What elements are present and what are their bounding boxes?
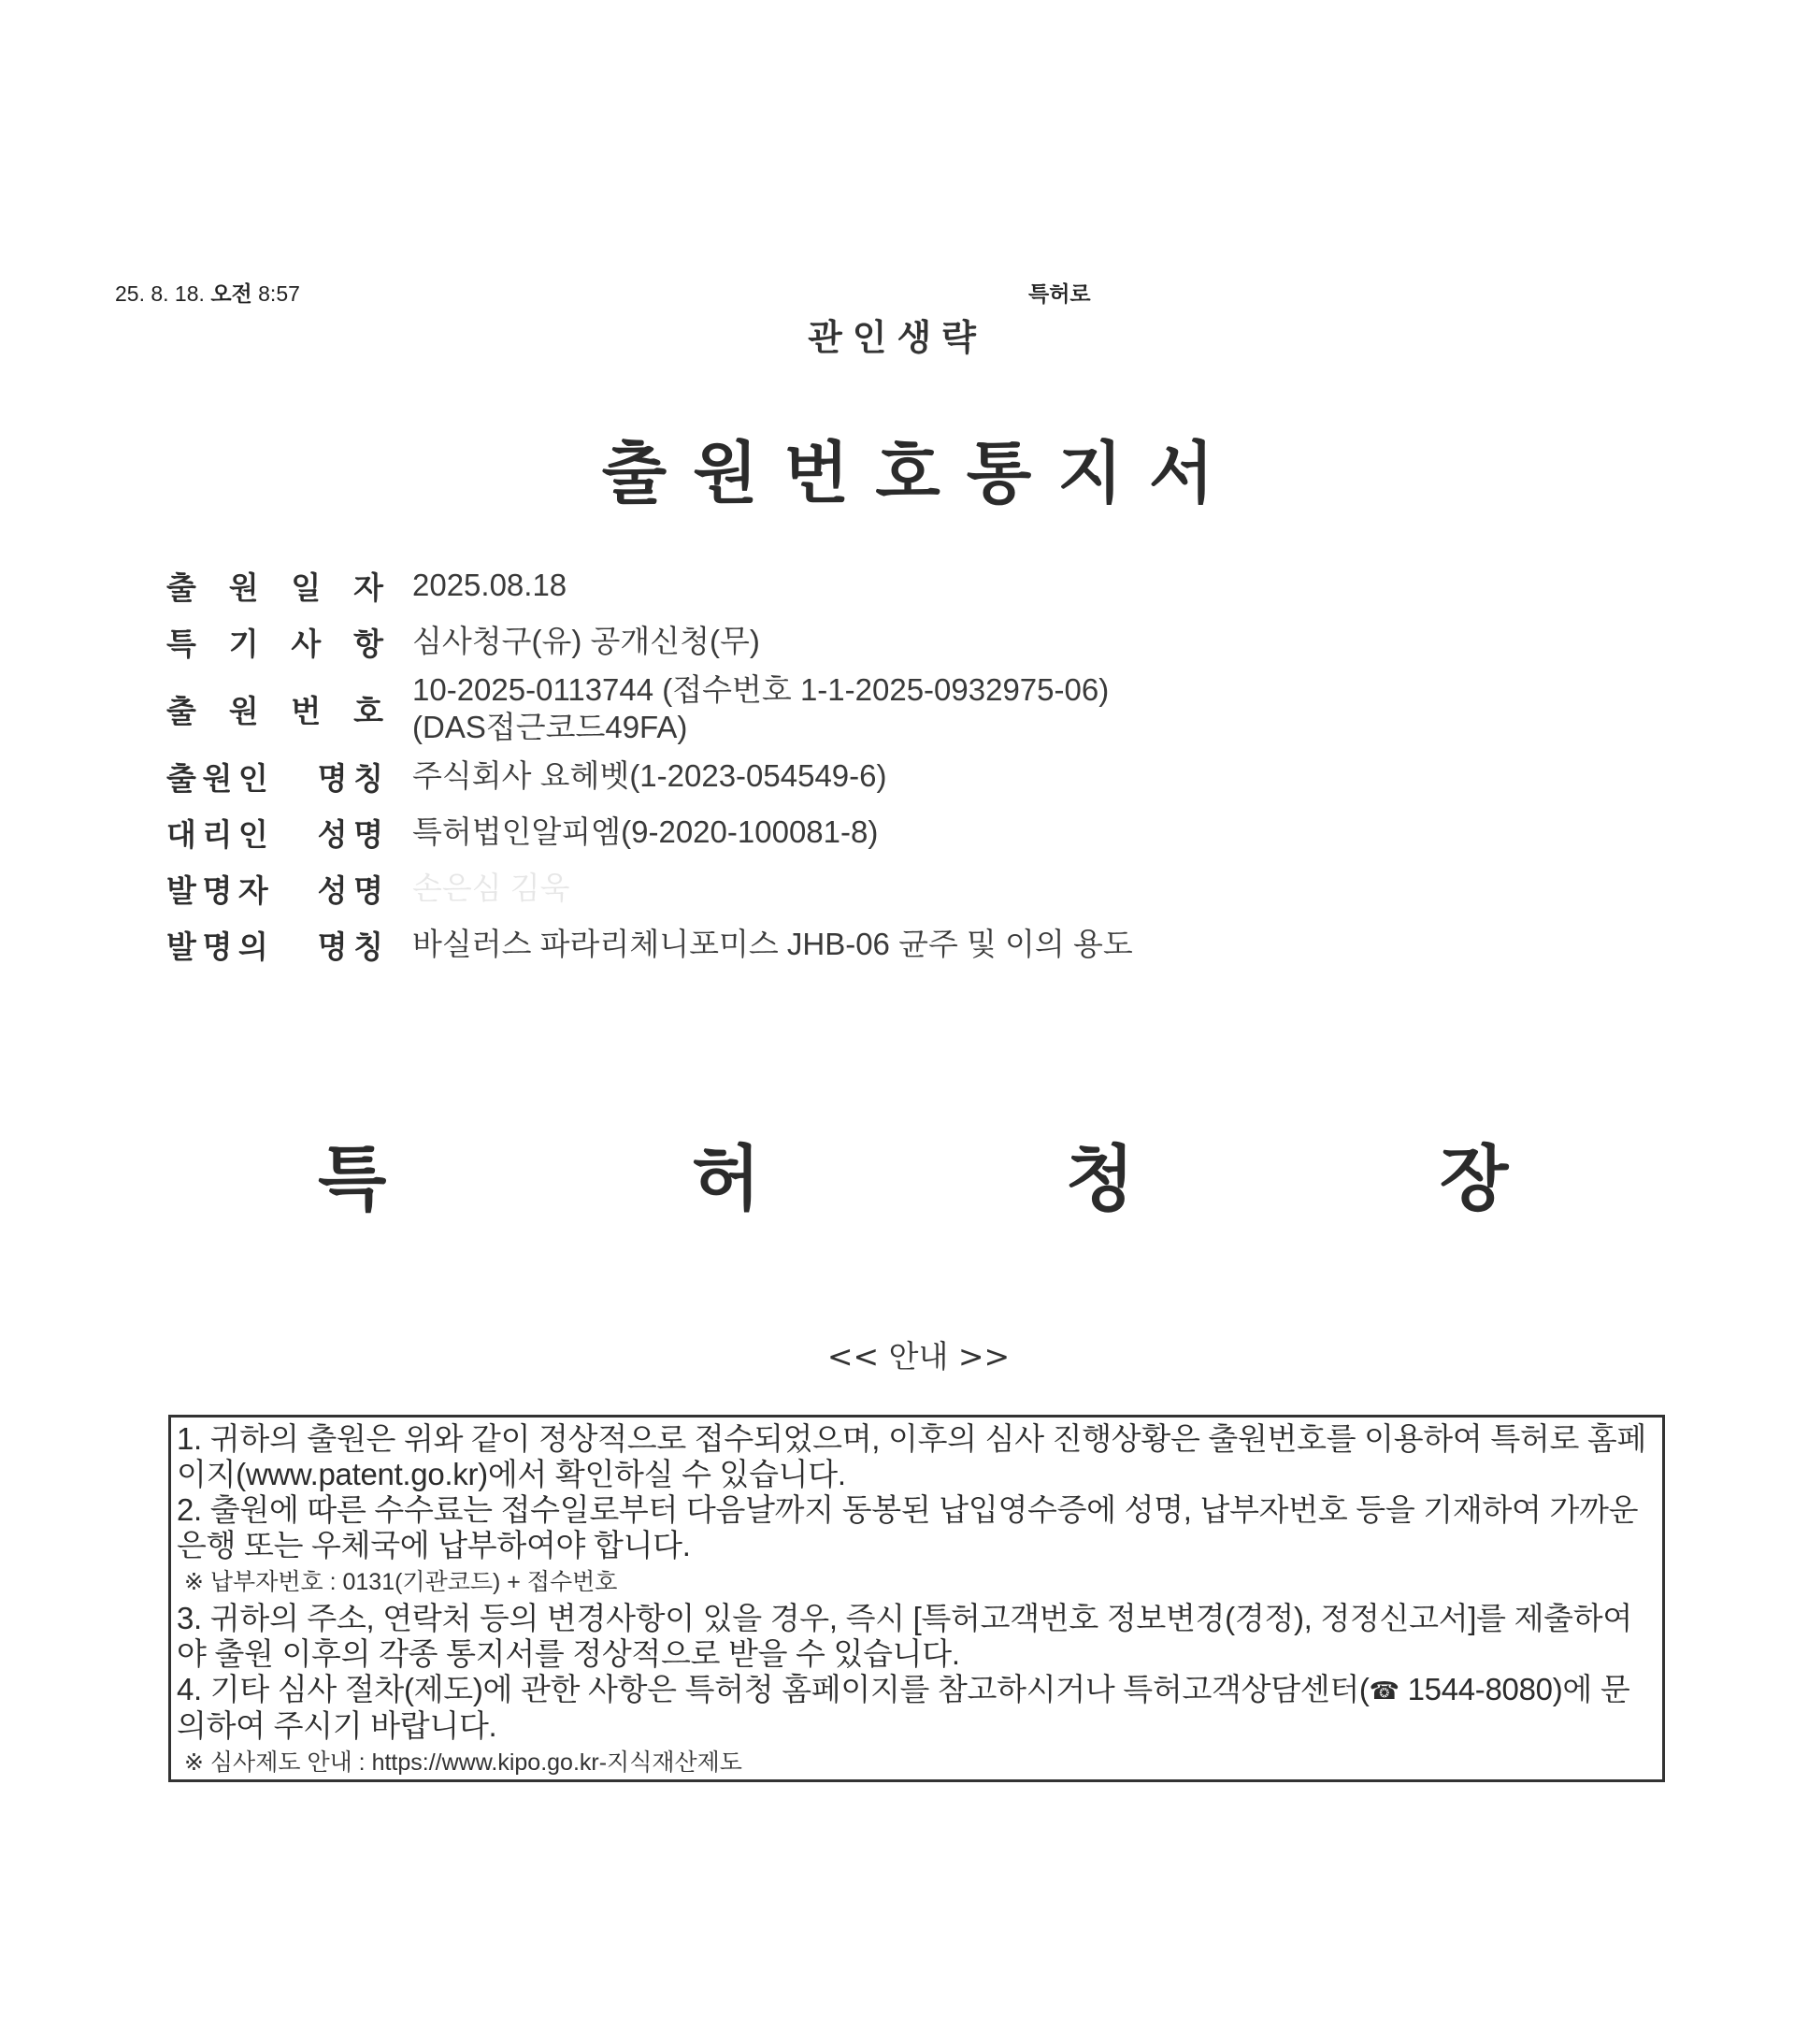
print-time: 8:57	[258, 281, 300, 306]
field-value	[412, 870, 570, 907]
notice-item-1: 1. 귀하의 출원은 위와 같이 정상적으로 접수되었으며, 이후의 심사 진행상황은 출원번호를 이용하여 특허로 홈페이지(www.patent.go.kr)에서 확인하실 수 있습니다.	[177, 1421, 1647, 1491]
field-value-line: 10-2025-0113744 (접수번호 1-1-2025-0932975-06)	[412, 672, 1110, 707]
field-value	[412, 567, 567, 604]
source-app-name: 특허로	[1028, 282, 1091, 307]
print-ampm: 오전	[210, 281, 252, 306]
field-label: 발 명 자 성 명	[166, 871, 383, 909]
field-value	[412, 926, 1133, 963]
print-date: 25. 8. 18.	[115, 281, 205, 306]
issuer-char: 특	[318, 1137, 387, 1220]
field-label: 출 원 번 호	[166, 692, 383, 729]
field-value	[412, 757, 887, 795]
notice-note-payer-number: ※ 납부자번호 : 0131(기관코드) + 접수번호	[184, 1569, 618, 1595]
notice-item-4-text: 4. 기타 심사 절차(제도)에 관한 사항은 특허청 홈페이지를 참고하시거나 특허고객상담센터(	[177, 1672, 1370, 1706]
guide-heading: << 안내 >>	[826, 1338, 1011, 1375]
field-row	[166, 613, 1662, 669]
notice-item-4-phone: 1544-8080)에 문의하여 주시기 바랍니다.	[177, 1672, 1630, 1743]
field-row	[166, 916, 1662, 972]
field-value-line: 주식회사 요헤벳(1-2023-054549-6)	[412, 758, 887, 793]
print-timestamp	[115, 277, 300, 308]
field-label: 발 명 의 명 칭	[166, 928, 383, 965]
field-value-line: 바실러스 파라리체니포미스 JHB-06 균주 및 이의 용도	[412, 927, 1133, 961]
field-label: 출 원 인 명 칭	[166, 759, 383, 797]
issuer-char: 청	[1066, 1137, 1135, 1220]
field-label: 출 원 일 자	[166, 569, 383, 606]
field-row	[166, 860, 1662, 916]
field-value-line: (DAS접근코드49FA)	[412, 710, 688, 744]
notice-item-2: 2. 출원에 따른 수수료는 접수일로부터 다음날까지 동봉된 납입영수증에 성명, 납부자번호 등을 기재하여 가까운 은행 또는 우체국에 납부하여야 합니다.	[177, 1492, 1639, 1562]
field-row	[166, 748, 1662, 804]
field-value	[412, 813, 878, 851]
issuer-char: 장	[1440, 1137, 1509, 1220]
field-value-line: 심사청구(유) 공개신청(무)	[412, 624, 760, 658]
field-label: 특 기 사 항	[166, 625, 383, 662]
document-title: 출원번호통지서	[601, 434, 1241, 512]
field-row	[166, 804, 1662, 860]
issuer-char: 허	[692, 1137, 761, 1220]
field-row	[166, 557, 1662, 613]
application-fields	[166, 557, 1662, 972]
phone-icon: ☎	[1369, 1677, 1399, 1705]
notice-note-exam-guide: ※ 심사제도 안내 : https://www.kipo.go.kr-지식재산제도	[184, 1749, 742, 1776]
field-value-line: 2025.08.18	[412, 568, 567, 602]
field-value-line: 특허법인알피엠(9-2020-100081-8)	[412, 814, 879, 849]
notice-item-4	[177, 1672, 1655, 1744]
notice-box	[168, 1415, 1665, 1782]
issuer-name	[0, 1122, 1794, 1220]
notice-item-3: 3. 귀하의 주소, 연락처 등의 변경사항이 있을 경우, 즉시 [특허고객번호 정보변경(경정), 정정신고서]를 제출하여야 출원 이후의 각종 통지서를 정상적으로 받을 수 있습니다.	[177, 1601, 1632, 1671]
field-value	[412, 623, 760, 660]
field-label: 대 리 인 성 명	[166, 815, 383, 853]
field-value-line: 손은심 김욱	[412, 871, 570, 905]
seal-omitted-notice: 관인생략	[808, 317, 986, 358]
field-row	[166, 669, 1662, 748]
field-value	[412, 671, 1109, 746]
